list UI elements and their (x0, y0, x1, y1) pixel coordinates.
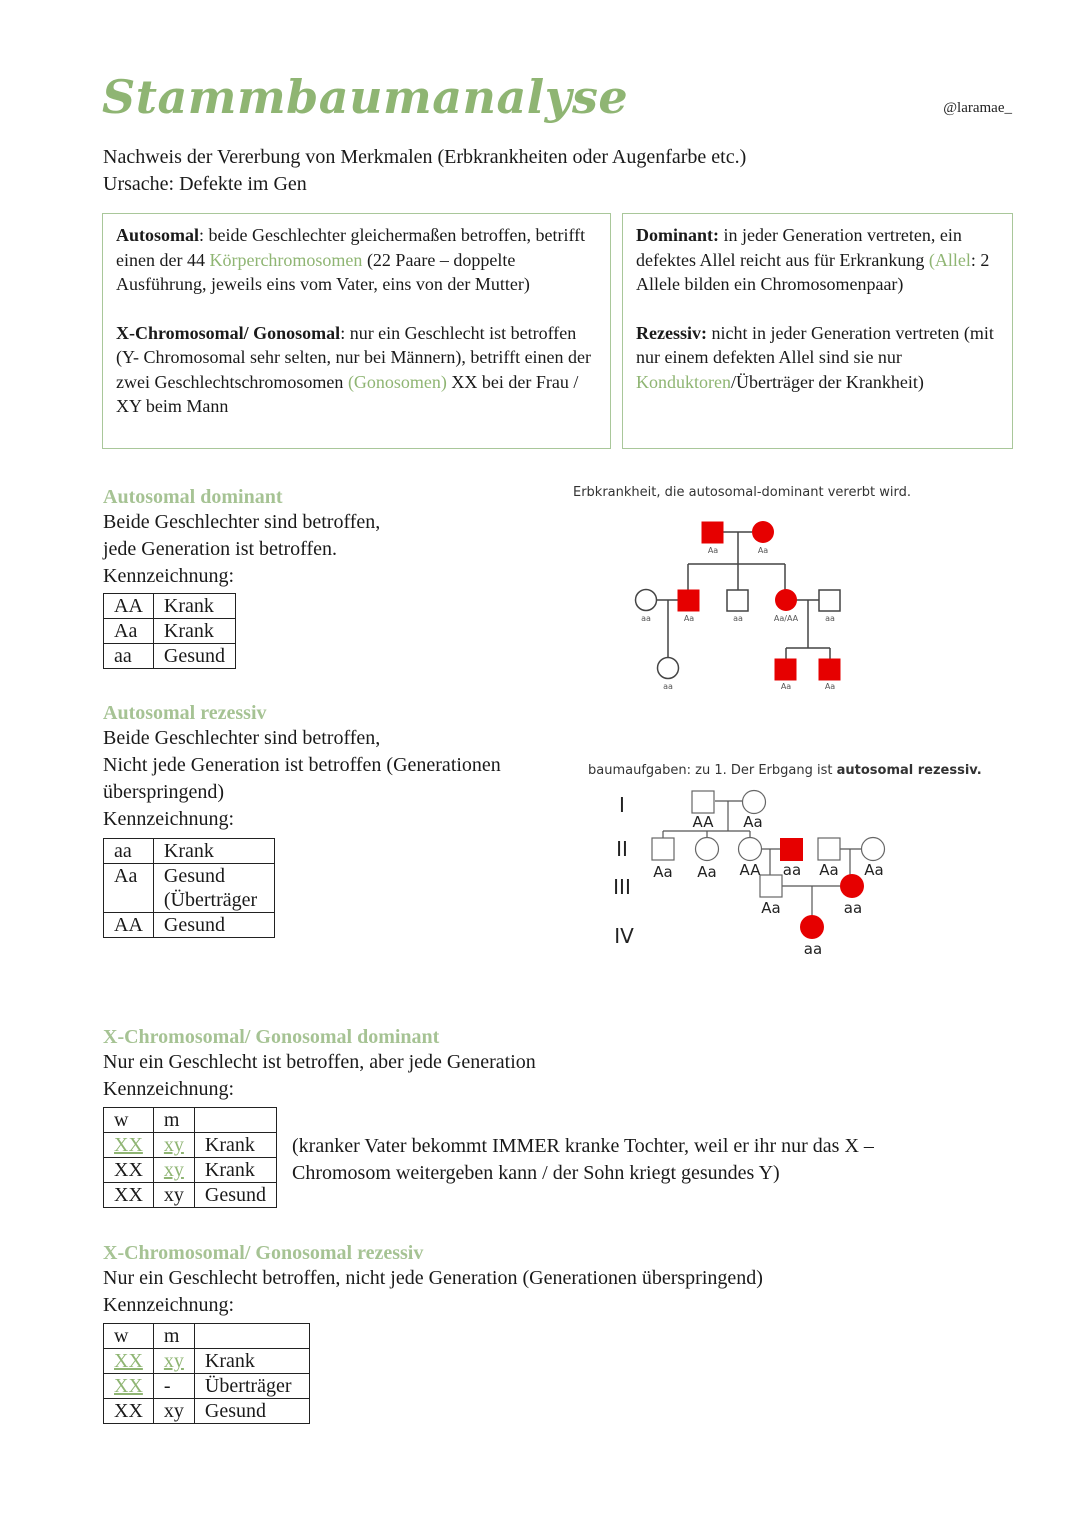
genotype-table (103, 838, 275, 938)
autosomal-definition: Autosomal: beide Geschlechter gleichermaßen betroffen, betrifft einen der 44 Körperchromosomen (22 Paare – doppelte Ausführung, jeweils eins vom Vater, eins von der Mutter) (116, 225, 586, 294)
intro (103, 144, 746, 198)
healthy-female-symbol (743, 791, 766, 814)
healthy-male-symbol (760, 875, 782, 897)
header-cell: w (104, 1108, 154, 1133)
phenotype-cell: Krank (194, 1349, 309, 1374)
section-line: Beide Geschlechter sind betroffen, (103, 511, 381, 533)
section-line: Nur ein Geschlecht ist betroffen, aber jede Generation (103, 1051, 536, 1073)
female-cell: XX (104, 1399, 154, 1424)
section-line: Nicht jede Generation ist betroffen (Generationen (103, 754, 501, 776)
phenotype-cell: Überträger (194, 1374, 309, 1399)
header-cell: m (153, 1324, 194, 1349)
phenotype-cell: Gesund (153, 644, 235, 669)
female-cell: XX (104, 1349, 154, 1374)
section-line: Nur ein Geschlecht betroffen, nicht jede Generation (Generationen überspringend) (103, 1267, 763, 1289)
genotype-table (103, 593, 236, 669)
genotype-label: AA (692, 813, 714, 831)
section-heading: Autosomal dominant (103, 486, 283, 508)
phenotype-cell: Gesund (194, 1183, 276, 1208)
genotype-table (103, 1323, 310, 1424)
note-line: (kranker Vater bekommt IMMER kranke Tochter, weil er ihr nur das X – (292, 1135, 874, 1157)
genotype-label: Aa (761, 899, 781, 917)
affected-male-symbol (678, 590, 699, 611)
section-heading: X-Chromosomal/ Gonosomal rezessiv (103, 1242, 424, 1264)
genotype-label: Aa (819, 861, 839, 879)
affected-male-symbol (780, 838, 803, 861)
genotype-label: Aa/AA (773, 614, 799, 623)
healthy-male-symbol (819, 590, 840, 611)
female-cell: XX (104, 1374, 154, 1399)
recessive-definition: Rezessiv: nicht in jeder Generation vertreten (mit nur einem defekten Allel sind sie nur Konduktoren/Überträger der Krankheit) (636, 322, 994, 392)
definition-box-left (102, 213, 611, 449)
pedigree2-caption: baumaufgaben: zu 1. Der Erbgang ist autosomal rezessiv. (588, 763, 982, 778)
author-handle: @laramae_ (943, 100, 1012, 116)
male-cell: xy (153, 1133, 194, 1158)
table-row (104, 1349, 310, 1374)
genotype-cell: Aa (104, 864, 154, 913)
phenotype-cell: Gesund (Überträger (153, 864, 274, 913)
genotype-label: Aa (824, 682, 836, 691)
genotype-label: Aa (757, 546, 769, 555)
phenotype-cell: Gesund (153, 913, 274, 938)
affected-female-symbol (800, 915, 824, 939)
affected-female-symbol (752, 521, 774, 543)
genotype-label: Aa (653, 863, 673, 881)
healthy-female-symbol (658, 658, 679, 679)
female-cell: XX (104, 1183, 154, 1208)
healthy-male-symbol (727, 590, 748, 611)
table-row (104, 913, 275, 938)
header-cell (194, 1324, 309, 1349)
table-row (104, 1324, 310, 1349)
generation-label: I (619, 793, 625, 817)
table-row (104, 839, 275, 864)
section-line: jede Generation ist betroffen. (103, 538, 337, 560)
header-cell: m (153, 1108, 194, 1133)
section-line: überspringend) (103, 781, 225, 803)
section-autosomal-recessive (103, 702, 501, 938)
genotype-label: Aa (707, 546, 719, 555)
note-line: Chromosom weitergeben kann / der Sohn kriegt gesundes Y) (292, 1162, 780, 1184)
genotype-label: Aa (864, 861, 884, 879)
genotype-label: Aa (683, 614, 695, 623)
table-row (104, 1183, 277, 1208)
genotype-label: aa (663, 682, 673, 691)
section-line: Kennzeichnung: (103, 1294, 235, 1316)
male-cell: xy (153, 1399, 194, 1424)
genotype-label: Aa (743, 813, 763, 831)
pedigree-autosomal-dominant (620, 510, 860, 700)
genotype-label: aa (825, 614, 835, 623)
table-row (104, 644, 236, 669)
genotype-label: aa (843, 899, 863, 917)
healthy-female-symbol (696, 838, 719, 861)
header-cell: w (104, 1324, 154, 1349)
genotype-label: AA (739, 861, 761, 879)
generation-label: III (613, 875, 631, 899)
pedigree-autosomal-recessive (600, 785, 900, 965)
phenotype-cell: Krank (194, 1133, 276, 1158)
male-cell: - (153, 1374, 194, 1399)
page-title: Stammbaumanalyse (102, 70, 629, 124)
healthy-male-symbol (652, 838, 674, 860)
dominant-definition: Dominant: in jeder Generation vertreten, ein defektes Allel reicht aus für Erkrankung (Allel: 2 Allele bilden ein Chromosomenpaar) (636, 225, 990, 294)
genotype-cell: AA (104, 913, 154, 938)
section-heading: Autosomal rezessiv (103, 702, 267, 724)
genotype-label: aa (803, 940, 823, 958)
female-cell: XX (104, 1133, 154, 1158)
male-cell: xy (153, 1183, 194, 1208)
table-row (104, 1133, 277, 1158)
genotype-cell: aa (104, 644, 154, 669)
affected-female-symbol (840, 874, 864, 898)
table-row (104, 1374, 310, 1399)
section-x-recessive (103, 1242, 763, 1424)
table-row (104, 1108, 277, 1133)
genotype-table (103, 1107, 277, 1208)
x-dominant-note (292, 1133, 874, 1187)
section-line: Kennzeichnung: (103, 808, 235, 830)
phenotype-cell: Krank (153, 594, 235, 619)
genotype-label: Aa (780, 682, 792, 691)
phenotype-cell: Krank (153, 839, 274, 864)
healthy-female-symbol (739, 838, 762, 861)
pedigree1-caption: Erbkrankheit, die autosomal-dominant vererbt wird. (573, 485, 912, 500)
affected-male-symbol (702, 522, 723, 543)
genotype-label: Aa (697, 863, 717, 881)
affected-male-symbol (775, 659, 796, 680)
affected-male-symbol (819, 659, 840, 680)
genotype-cell: aa (104, 839, 154, 864)
genotype-cell: AA (104, 594, 154, 619)
generation-label: IV (614, 924, 634, 948)
genotype-label: aa (641, 614, 651, 623)
intro-line-1: Nachweis der Vererbung von Merkmalen (Erbkrankheiten oder Augenfarbe etc.) (103, 146, 747, 168)
healthy-female-symbol (636, 590, 657, 611)
header-cell (194, 1108, 276, 1133)
healthy-male-symbol (818, 838, 840, 860)
section-line: Beide Geschlechter sind betroffen, (103, 727, 381, 749)
table-row (104, 1158, 277, 1183)
affected-female-symbol (775, 589, 797, 611)
generation-label: II (616, 837, 628, 861)
table-row (104, 864, 275, 913)
male-cell: xy (153, 1349, 194, 1374)
genotype-label: aa (782, 861, 802, 879)
table-row (104, 619, 236, 644)
genotype-label: aa (733, 614, 743, 623)
section-autosomal-dominant (103, 486, 380, 669)
definition-box-right (622, 213, 1013, 449)
section-line: Kennzeichnung: (103, 565, 235, 587)
male-cell: xy (153, 1158, 194, 1183)
healthy-male-symbol (692, 791, 714, 813)
intro-line-2: Ursache: Defekte im Gen (103, 173, 307, 195)
table-row (104, 1399, 310, 1424)
phenotype-cell: Krank (153, 619, 235, 644)
genotype-cell: Aa (104, 619, 154, 644)
table-row (104, 594, 236, 619)
female-cell: XX (104, 1158, 154, 1183)
section-heading: X-Chromosomal/ Gonosomal dominant (103, 1026, 440, 1048)
gonosomal-definition: X-Chromosomal/ Gonosomal: nur ein Geschlecht ist betroffen (Y- Chromosomal sehr selten, nur bei Männern), betrifft einen der zwei Geschlechtschromosomen (Gonosomen) XX bei der Frau / XY beim Mann (116, 322, 592, 416)
healthy-female-symbol (862, 838, 885, 861)
phenotype-cell: Gesund (194, 1399, 309, 1424)
phenotype-cell: Krank (194, 1158, 276, 1183)
section-line: Kennzeichnung: (103, 1078, 235, 1100)
